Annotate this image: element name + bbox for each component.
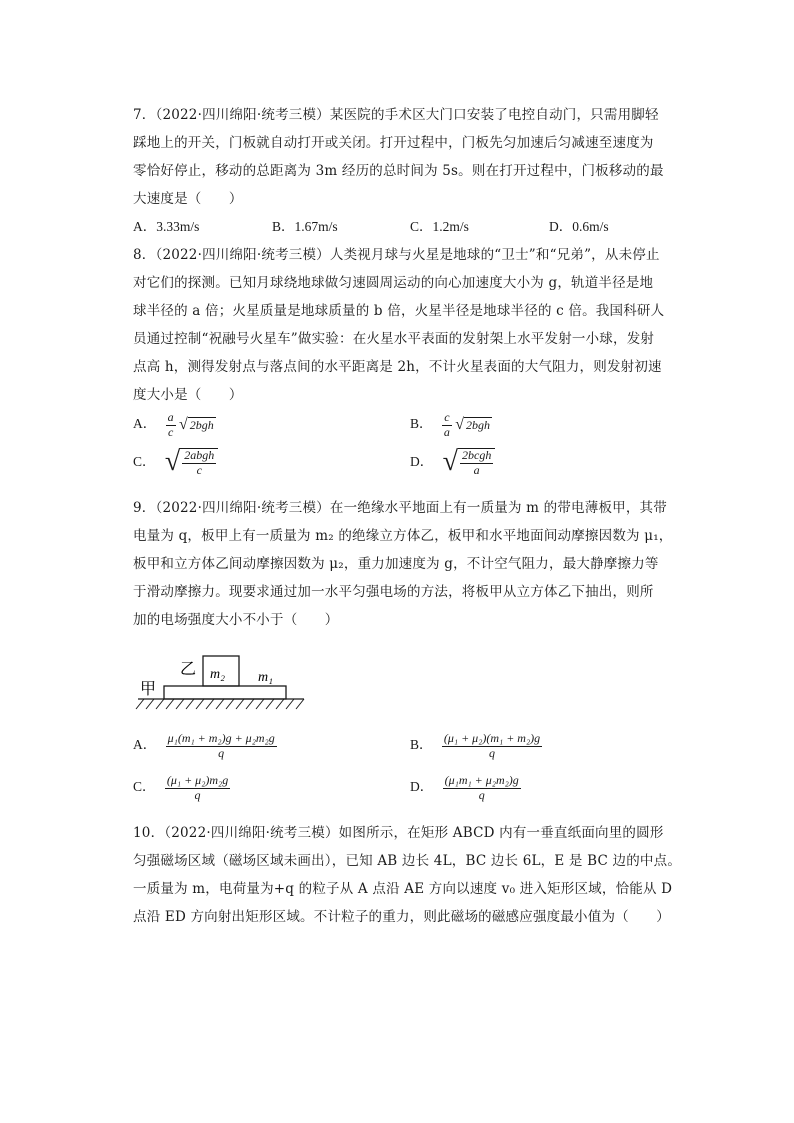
q7-line-4: 大速度是（ ） — [133, 191, 243, 207]
q7-option-c[interactable]: C．1.2m/s — [410, 219, 469, 234]
q9-line-1: 9．（2022·四川绵阳·统考三模）在一绝缘水平地面上有一质量为 m 的带电薄板甲，其带 — [133, 500, 667, 516]
q9-option-b-frac — [442, 732, 542, 761]
q10-line-2: 匀强磁场区域（磁场区域未画出），已知 AB 边长 4L，BC 边长 6L，E 是 BC 边的中点。 — [133, 853, 682, 869]
q9-option-a[interactable] — [133, 732, 277, 761]
q9-option-d[interactable] — [410, 774, 521, 803]
q8-option-d-sqrt: √ $\frac{\text{2bcgh}}{a}$ — [443, 448, 496, 478]
q8-option-b-coef — [442, 411, 452, 440]
q8-option-d[interactable] — [410, 448, 495, 478]
q9-option-d-label: D． — [410, 779, 434, 795]
q8-option-c-rad-den: c — [196, 462, 202, 477]
q9-option-b-den: q — [489, 745, 496, 760]
q8-option-c-rad-num: 2abgh — [184, 448, 215, 462]
q8-option-b-sqrt: √ 2bgh — [455, 416, 491, 434]
q9-option-b-num: (μ₁ + μ₂)(m₁ + m₂)g — [443, 731, 541, 745]
q7-option-b[interactable]: B．1.67m/s — [272, 219, 338, 234]
q8-option-a-coef — [166, 411, 176, 440]
q8-line-5: 点高 h，测得发射点与落点间的水平距离是 2h，不计火星表面的大气阻力，则发射初速 — [133, 359, 662, 375]
q9-option-c[interactable] — [133, 774, 230, 803]
q9-option-a-frac — [166, 732, 277, 761]
q8-line-2: 对它们的探测。已知月球绕地球做匀速圆周运动的向心加速度大小为 g，轨道半径是地 — [133, 275, 654, 291]
plate-jia — [164, 686, 286, 699]
q8-line-1: 8．（2022·四川绵阳·统考三模）人类视月球与火星是地球的“卫士”和“兄弟”，从未停止 — [133, 247, 660, 263]
q9-option-c-frac — [165, 774, 230, 803]
q9-option-a-label: A． — [133, 737, 157, 753]
label-yi: 乙 — [180, 661, 197, 678]
q8-line-4: 员通过控制“祝融号火星车”做实验：在火星水平表面的发射架上水平发射一小球，发射 — [133, 331, 655, 347]
q8-option-a-radicand: 2bgh — [189, 418, 214, 433]
label-jia: 甲 — [140, 681, 157, 698]
q8-option-d-rad-num: 2bcgh — [462, 448, 492, 462]
q9-figure — [130, 648, 310, 718]
q9-option-c-num: (μ₁ + μ₂)m₂g — [166, 773, 229, 787]
q9-line-3: 板甲和立方体乙间动摩擦因数为 μ₂，重力加速度为 g，不计空气阻力，最大静摩擦力等 — [133, 556, 659, 572]
q8-option-b-radicand: 2bgh — [466, 418, 491, 433]
q9-option-b-label: B． — [410, 737, 433, 753]
q7-line-3: 零恰好停止，移动的总距离为 3m 经历的总时间为 5s。则在打开过程中，门板移动的最 — [133, 163, 664, 179]
q10-line-1: 10．（2022·四川绵阳·统考三模）如图所示，在矩形 ABCD 内有一垂直纸面向里的圆形 — [133, 825, 664, 841]
q9-option-d-den: q — [478, 787, 485, 802]
q7-option-a[interactable]: A．3.33m/s — [133, 219, 200, 234]
q9-line-5: 加的电场强度大小不小于（ ） — [133, 612, 339, 628]
q7-line-2: 踩地上的开关，门板就自动打开或关闭。打开过程中，门板先匀加速后匀减速至速度为 — [133, 135, 654, 151]
q8-line-3: 球半径的 a 倍；火星质量是地球质量的 b 倍，火星半径是地球半径的 c 倍。我国科研人 — [133, 303, 665, 319]
q8-option-a-label: A． — [133, 416, 157, 432]
q8-option-c[interactable] — [133, 448, 218, 478]
q10-line-3: 一质量为 m，电荷量为+q 的粒子从 A 点沿 AE 方向以速度 v₀ 进入矩形区域，恰能从 D — [133, 881, 673, 897]
q7-line-1: 7．（2022·四川绵阳·统考三模）某医院的手术区大门口安装了电控自动门，只需用脚轻 — [133, 107, 659, 123]
q9-option-b[interactable] — [410, 732, 542, 761]
q9-line-2: 电量为 q，板甲上有一质量为 m₂ 的绝缘立方体乙，板甲和水平地面间动摩擦因数为 μ₁， — [133, 528, 673, 544]
q10-line-4: 点沿 ED 方向射出矩形区域。不计粒子的重力，则此磁场的磁感应强度最小值为（ ） — [133, 909, 670, 925]
ground-hatch — [136, 699, 304, 709]
q9-option-a-den: q — [218, 745, 225, 760]
label-block-mass: m₂ — [210, 667, 225, 682]
q8-option-c-sqrt: √ $\frac{\text{2abgh}}{c}$ — [165, 448, 218, 478]
q8-option-a-coef-den: c — [167, 424, 174, 439]
label-plate-mass: m₁ — [258, 670, 273, 685]
q9-option-c-den: q — [194, 787, 201, 802]
q8-option-b-coef-num: c — [444, 410, 450, 424]
q9-option-c-label: C． — [133, 779, 156, 795]
q8-option-a-sqrt: √ 2bgh — [179, 416, 214, 434]
q8-option-d-label: D． — [410, 453, 434, 469]
q8-option-b-label: B． — [410, 416, 433, 432]
q9-option-d-frac — [443, 774, 521, 803]
q8-line-6: 度大小是（ ） — [133, 387, 243, 403]
q8-option-a-coef-num: a — [167, 410, 174, 424]
q9-option-a-num: μ₁(m₁ + m₂)g + μ₂m₂g — [167, 731, 275, 745]
q8-option-a[interactable] — [133, 411, 216, 440]
q8-option-b[interactable] — [410, 411, 492, 440]
q8-option-c-label: C． — [133, 453, 156, 469]
q8-option-d-rad-den: a — [473, 462, 480, 477]
q9-line-4: 于滑动摩擦力。现要求通过加一水平匀强电场的方法，将板甲从立方体乙下抽出，则所 — [133, 584, 654, 600]
q7-option-d[interactable]: D．0.6m/s — [549, 219, 609, 234]
q9-option-d-num: (μ₁m₁ + μ₂m₂)g — [444, 773, 519, 787]
q8-option-b-coef-den: a — [443, 424, 450, 439]
